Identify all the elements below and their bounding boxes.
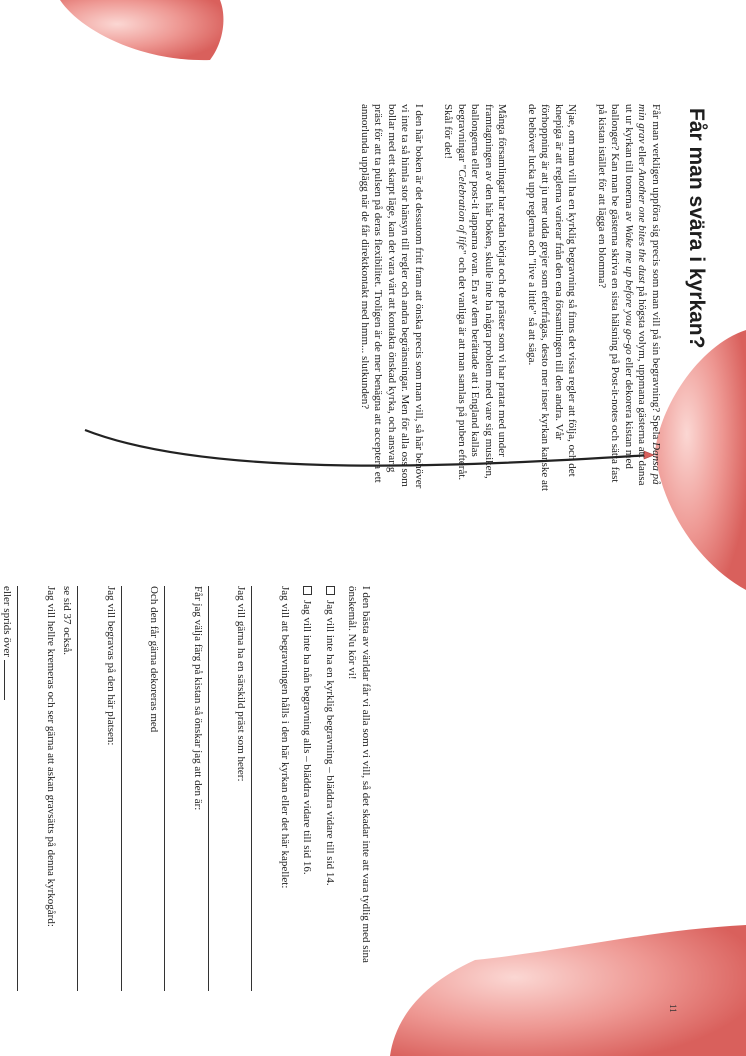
option-no-church[interactable]: Jag vill inte ha en kyrklig begravning – bläddra vidare till sid 14. [323, 586, 337, 991]
answer-line-priest[interactable] [208, 586, 231, 991]
answer-line-cremation[interactable] [18, 586, 41, 991]
answer-line-decoration[interactable] [121, 586, 144, 991]
question-decoration: Och den får gärna dekoreras med [148, 586, 161, 733]
answer-line-scatter[interactable] [5, 660, 6, 700]
form-intro: I den bästa av världar får vi alla som vi vill, så det skadar inte att vara tydlig med sina önskemål. Nu kör vi! [346, 586, 372, 963]
page-number: 11 [668, 1004, 678, 1013]
checkbox-no-church[interactable] [326, 586, 335, 595]
wishes-form [0, 586, 372, 991]
paragraph-1: Får man verkligen uppföra sig precis som man vill på sin begravning? Spela Dansa på min grav eller Another one bites the dust på högsta volym, uppmana gästerna att dansa ut ur kyrkan till tonerna av Wake me up before you go-go eller dekorera kistan med ballonger? Kan man be gästerna skriva en sista hälsning på Post-it-notes och sätta fast på kistan istället för att lägga en blomma? [596, 104, 662, 486]
paragraph-3: Många församlingar har redan börjat och de präster som vi har pratat med under framtagningen av den här boken, skulle inte ha några problem med vare sig musiken, ballongerna eller post-it lapparna ovan. En av dem berättade att i England kallas begravningar "Celebration of life" och det vanliga är att man samlas på puben efteråt. Skål för det! [442, 104, 509, 481]
paragraph-2: Njae, om man vill ha en kyrklig begravning så finns det vissa regler att följa, och det knepiga är att reglerna varierar från den ena församlingen till den andra. Vår förhoppning är att ju mer udda grejer som efterfrågas, desto mer inser kyrkan kanske att de behöver lucka upp reglerna och "live a little" så att säga. [526, 104, 579, 492]
question-scatter: eller sprids över [0, 586, 14, 991]
question-priest: Jag vill gärna ha en särskild präst som heter: [235, 586, 248, 782]
intro-text [342, 104, 663, 494]
checkbox-no-funeral[interactable] [304, 586, 313, 595]
note-page-37: se sid 37 också. [61, 586, 74, 656]
page-title: Får man svära i kyrkan? [685, 108, 708, 349]
paragraph-4: I den här boken är det dessutom fritt fram att önska precis som man vill, så här behöver vi inte ta så himla stor hänsyn till regler och andra begränsningar. Men för alla oss som bollar med ett skarpt läge, kan det vara värt att kontakta önskad kyrka, och ansvarig präst för att ta pulsen på deras flexibilitet. Troligen är de mer benägna att acceptera ett annorlunda upplägg när de får direktkontakt med hmm... slutkunden? [359, 104, 425, 489]
question-church: Jag vill att begravningen hålls i den här kyrkan eller det här kapellet: [279, 586, 291, 889]
answer-line-church[interactable] [252, 586, 275, 991]
question-burial-place: Jag vill begravas på den här platsen: [105, 586, 117, 746]
question-coffin-color: Får jag välja färg på kistan så önskar jag att den är: [192, 586, 204, 811]
answer-line-burial-place[interactable] [78, 586, 101, 991]
question-cremation: Jag vill hellre kremeras och ser gärna att askan gravsätts på denna kyrkogård: [45, 586, 57, 927]
answer-line-coffin-color[interactable] [165, 586, 188, 991]
option-no-funeral[interactable]: Jag vill inte ha nån begravning alls – bläddra vidare till sid 16. [300, 586, 314, 991]
